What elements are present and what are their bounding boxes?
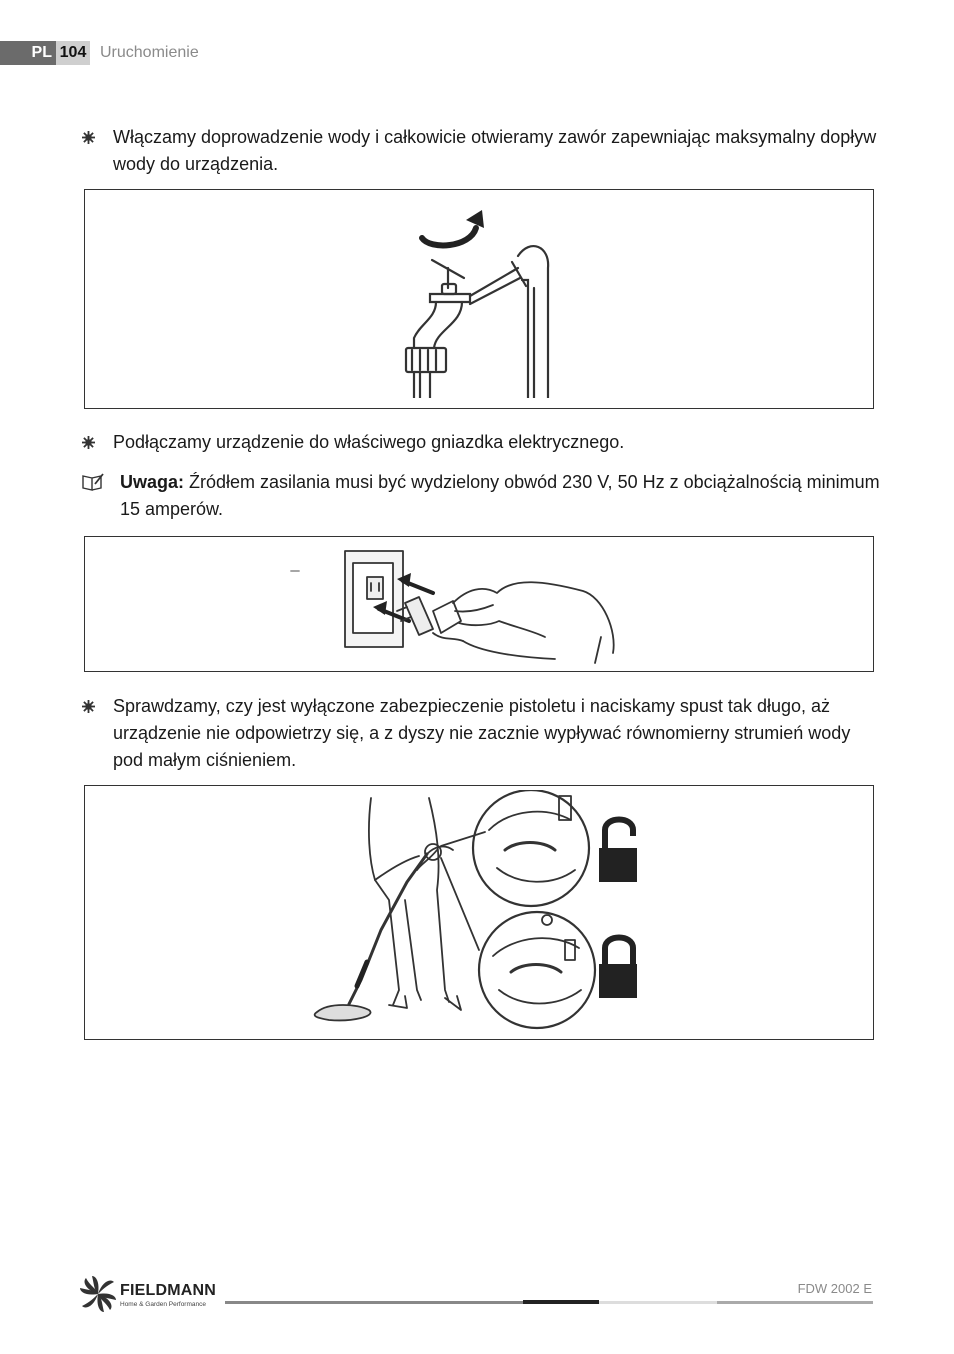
- page-header: [0, 41, 199, 65]
- page-number: 104: [56, 41, 90, 65]
- figure-gun-safety: [84, 785, 874, 1040]
- footer-divider: [225, 1300, 873, 1305]
- bullet-icon: [82, 131, 95, 144]
- language-tag: PL: [0, 41, 56, 65]
- gun-safety-illustration: [309, 790, 649, 1036]
- note-lead: Uwaga:: [120, 472, 185, 492]
- figure-plug-socket: [84, 536, 874, 672]
- step-connect-power: Podłączamy urządzenie do właściwego gniazdka elektrycznego.: [113, 432, 625, 452]
- unlock-icon: [599, 820, 637, 883]
- lock-icon: [599, 938, 637, 999]
- model-number: FDW 2002 E: [797, 1281, 872, 1296]
- note-text: Źródłem zasilania musi być wydzielony obwód 230 V, 50 Hz z obciążalnością minimum 15 amperów.: [120, 472, 880, 519]
- bullet-icon: [82, 700, 95, 713]
- note-paragraph: [120, 469, 880, 523]
- step-purge-air: Sprawdzamy, czy jest wyłączone zabezpieczenie pistoletu i naciskamy spust tak długo, aż urządzenie nie odpowietrzy się, a z dyszy nie zacznie wypływać równomierny strumień wody pod małym ciśnieniem.: [113, 696, 851, 770]
- brand-logo: [80, 1276, 225, 1314]
- step-water-supply: Włączamy doprowadzenie wody i całkowicie otwieramy zawór zapewniając maksymalny dopływ wody do urządzenia.: [113, 127, 877, 174]
- plug-illustration: [283, 541, 623, 669]
- section-title: Uruchomienie: [100, 44, 199, 61]
- bullet-icon: [82, 436, 95, 449]
- figure-faucet: [84, 189, 874, 409]
- note-book-icon: [81, 472, 105, 492]
- brand-name: FIELDMANN: [120, 1282, 217, 1299]
- brand-tagline: Home & Garden Performance: [120, 1301, 206, 1308]
- faucet-illustration: [400, 198, 560, 398]
